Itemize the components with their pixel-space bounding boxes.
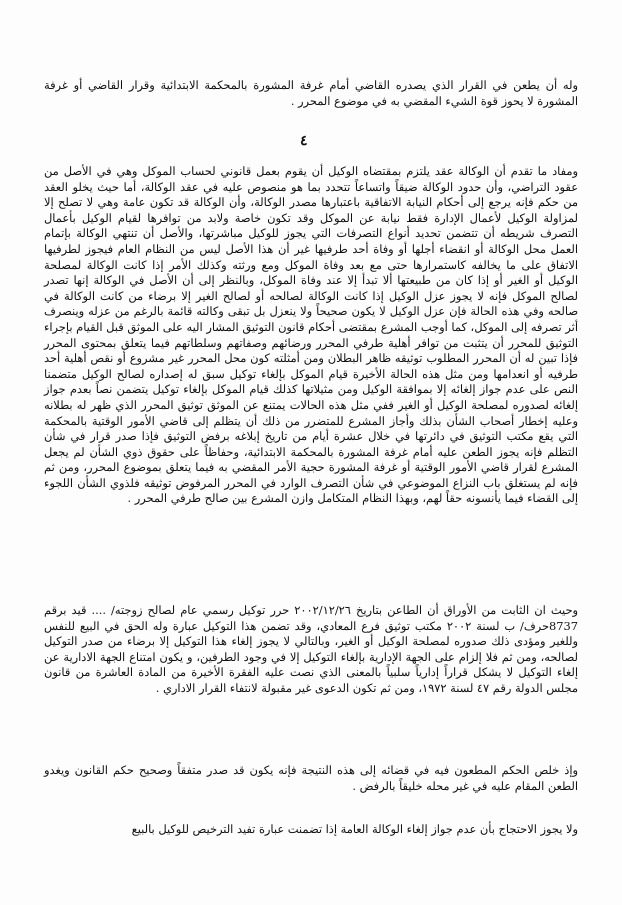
paragraph-conclusion: وإذ خلص الحكم المطعون فيه في قضائه إلى هذه النتيجة فإنه يكون قد صدر متفقاً وصحيح حكم القانون ويغدو الطعن المقام عليه في غير محله خليقاً بالرفض . [44,763,578,793]
paragraph-continuation: ولا يجوز الاحتجاج بأن عدم جواز إلغاء الوكالة العامة إذا تضمنت عبارة تفيد الترخيص للوكيل بالبيع [131,822,578,836]
page-marker: ٤ [300,133,308,149]
paragraph-appeal-right: وله أن يطعن في القرار الذي يصدره القاضي أمام غرفة المشورة بالمحكمة الابتدائية وقرار القاضي أو غرفة المشورة لا يحوز قوة الشيء المقضي به في موضوع المحرر . [44,78,578,108]
paragraph-case-facts: وحيث ان الثابت من الأوراق أن الطاعن بتاريخ ٢٠٠٢/١٢/٢٦ حرر توكيل رسمي عام لصالح زوجته/ .... قيد برقم 8737حرف/ ب لسنة ٢٠٠٢ مكتب توثيق فرع المعادي، وقد تضمن هذا التوكيل عبارة وله الحق في البيع للنفس وللغير ومؤدى ذلك صدوره لمصلحة الوكيل أو الغير، وبالتالي لا يجوز إلغاء هذا التوكيل إلا برضاء من صدر التوكيل لصالحه، ومن ثم فلا إلزام على الجهة الإدارية بإلغاء التوكيل إلا في وجود الطرفين، و يكون امتناع الجهة الادارية عن إلغاء التوكيل لا يشكل قراراً إدارياً سلبياً بالمعنى الذي نصت عليه الفقرة الأخيرة من المادة العاشرة من قانون مجلس الدولة رقم ٤٧ لسنة ١٩٧٢، ومن ثم تكون الدعوى غير مقبولة لانتفاء القرار الاداري . [44,603,579,695]
paragraph-agency-principles: ومفاد ما تقدم أن الوكالة عقد يلتزم بمقتضاه الوكيل أن يقوم بعمل قانوني لحساب الموكل وهي في الأصل من عقود التراضي، وأن حدود الوكالة ضيقاً واتساعاً تتحدد بما هو منصوص عليه في عقد الوكالة، أما حيث يخلو العقد من حكم فإنه يرجع إلى أحكام النيابة الاتفاقية باعتبارها مصدر الوكالة، وأن الوكالة قد تكون عامة وهي لا تصلح إلا لمزاولة الوكيل لأعمال الإدارة فقط نيابة عن الموكل وقد تكون خاصة ولابد من توافرها لقيام الوكيل بأعمال التصرف شريطه أن تتضمن تحديد أنواع التصرفات التي يجوز للوكيل مباشرتها، والأصل أن تنتهي الوكالة بإتمام العمل محل الوكالة أو انقضاء أجلها أو وفاة أحد طرفيها غير أن هذا الأصل ليس من النظام العام فيجوز لطرفيها الاتفاق على ما يخالفه كاستمرارها حتى مع بعد وفاة الموكل ومع ورثته وكذلك الأمر إذا كانت الوكالة لمصلحة الوكيل أو الغير أو إذا كان من طبيعتها ألا تبدأ إلا عند وفاة الموكل، وبالنظر إلى أن الأصل في الوكالة إنها تصدر لصالح الموكل فإنه لا يجوز عزل الوكيل إذا كانت الوكالة لصالحه أو لصالح الغير إلا برضاء من كانت الوكالة في صالحه وفي هذه الحالة فإن عزل الوكيل لا يكون صحيحاً ولا ينعزل بل تبقى وكالته قائمة بالرغم من عزله وينصرف أثر تصرفه إلى الموكل، كما أوجب المشرع بمقتضى أحكام قانون التوثيق المشار اليه على الموثق قبل القيام بإجراء التوثيق للمحرر أن يتثبت من توافر أهلية طرفي المحرر ورضائهم وصفاتهم وسلطاتهم فيما يتعلق بمحتوى المحرر فإذا تبين له أن المحرر المطلوب توثيقه ظاهر البطلان ومن أمثلته كون محل المحرر غير مشروع أو نقص أهلية أحد طرفيه أو انعدامها ومن مثل هذه الحالة الأخيرة قيام الموكل بإلغاء توكيل سبق له إصداره لصالح الوكيل متضمنا النص على عدم جواز إلغائه إلا بموافقة الوكيل ومن مثيلاتها كذلك قيام الموكل بإلغاء توكيل يتضمن نصاً بعدم جواز إلغائه لصدوره لمصلحة الوكيل أو الغير ففي مثل هذه الحالات يمتنع عن الموثق توثيق المحرر الذي ظهر له بطلانه وعليه إخطار أصحاب الشأن بذلك وأجاز المشرع للمتضرر من ذلك أن يتظلم إلى قاضي الأمور الوقتية بالمحكمة التي يقع مكتب التوثيق في دائرتها في خلال عشرة أيام من تاريخ إبلاغه برفض التوثيق فإذا صدر قرار في شأن التظلم فإنه يجوز الطعن عليه أمام غرفة المشورة بالمحكمة الابتدائية، وحفاظاً على حقوق ذوي الشأن لم يجعل المشرع لقرار قاضي الأمور الوقتية أو غرفة المشورة حجية الأمر المقضي به فيما يتعلق بموضوع المحرر، ومن ثم فإنه لم يستغلق باب النزاع الموضوعي في شأن التصرف الوارد في المحرر المرفوض توثيقه فلذوي الشأن اللجوء إلى القضاء فيما يأنسونه حقاً لهم، وبهذا النظام المتكامل وازن المشرع بين صالح طرفي المحرر . [44,164,578,506]
